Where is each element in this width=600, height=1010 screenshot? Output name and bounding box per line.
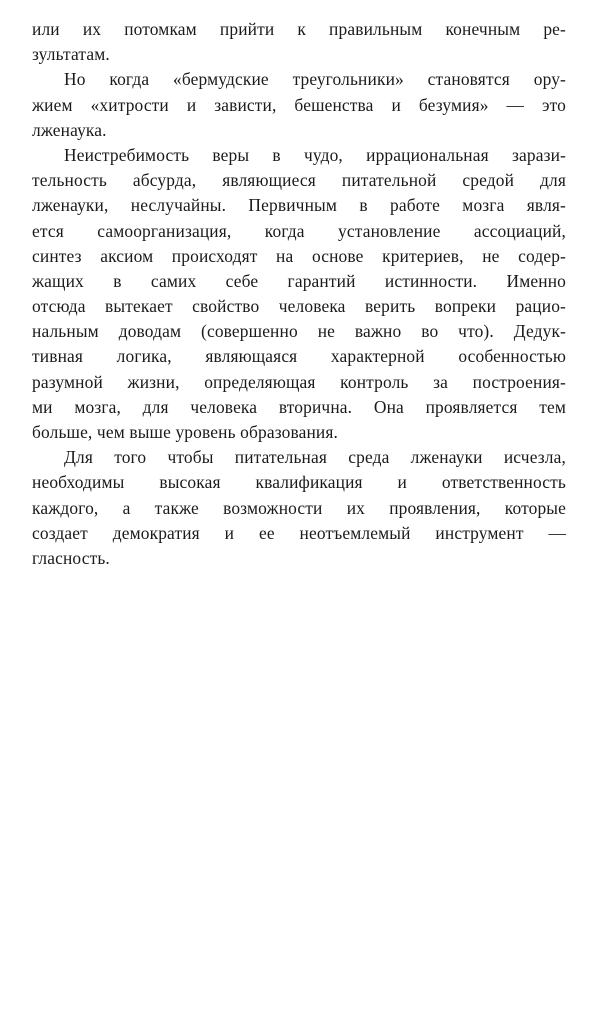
text-line: жием «хитрости и зависти, бешенства и безумия» — это bbox=[32, 94, 566, 115]
text-line: создает демократия и ее неотъемлемый инструмент — bbox=[32, 522, 566, 543]
text-line: нальным доводам (совершенно не важно во что). Дедук- bbox=[32, 321, 566, 342]
text-line: разумной жизни, определяющая контроль за построения- bbox=[32, 371, 566, 392]
text-line: гласность. bbox=[32, 547, 110, 568]
text-line: лженаука. bbox=[32, 119, 107, 140]
text-line: лженауки, неслучайны. Первичным в работе мозга явля- bbox=[32, 195, 566, 216]
text-line: или их потомкам прийти к правильным конечным ре- bbox=[32, 19, 566, 39]
text-line: Неистребимость веры в чудо, иррациональная зарази- bbox=[64, 144, 566, 165]
text-line: больше, чем выше уровень образования. bbox=[32, 422, 339, 442]
text-line: ми мозга, для человека вторична. Она проявляется тем bbox=[32, 396, 566, 417]
text-line: необходимы высокая квалификация и ответственность bbox=[32, 472, 566, 493]
text-line: ется самоорганизация, когда установление ассоциаций, bbox=[32, 220, 566, 241]
text-line: зультатам. bbox=[32, 44, 110, 65]
text-line: тивная логика, являющаяся характерной особенностью bbox=[32, 346, 566, 367]
text-line: жащих в самих себе гарантий истинности. Именно bbox=[32, 270, 566, 291]
text-line: каждого, а также возможности их проявления, которые bbox=[32, 497, 566, 518]
body-text bbox=[32, 17, 566, 571]
text-line: тельность абсурда, являющиеся питательной средой для bbox=[32, 170, 566, 191]
text-line: Для того чтобы питательная среда лженауки исчезла, bbox=[64, 447, 566, 468]
text-line: отсюда вытекает свойство человека верить вопреки рацио- bbox=[32, 296, 566, 317]
text-line: синтез аксиом происходят на основе критериев, не содер- bbox=[32, 245, 566, 266]
text-line: Но когда «бермудские треугольники» становятся ору- bbox=[64, 69, 566, 90]
